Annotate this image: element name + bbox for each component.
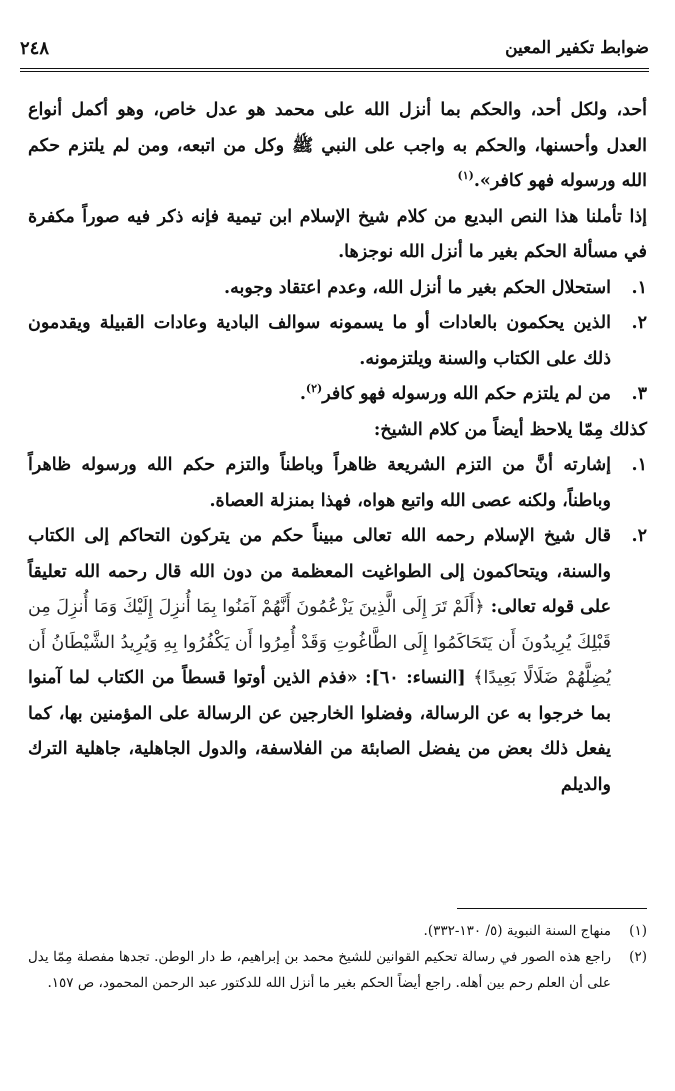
- list-item-number: ٣.: [631, 384, 647, 404]
- list-item-text: إشارته أنَّ من التزم الشريعة ظاهراً وباطناً والتزم حكم الله ورسوله ظاهراً وباطناً، ولكنه عصى الله واتبع هواه، فهذا بمنزلة العصاة.: [28, 455, 611, 511]
- footnote-number: (٢): [629, 949, 647, 965]
- list-item-number: ١.: [631, 277, 647, 298]
- list-item-text: [28, 377, 611, 413]
- list-item-number: ٢.: [631, 526, 647, 546]
- list2-item-2: [28, 519, 647, 803]
- list-item-number: ٢.: [631, 313, 647, 333]
- footnote-1: [28, 918, 647, 944]
- page-number: ٢٤٨: [20, 38, 50, 59]
- running-title: ضوابط تكفير المعين: [505, 38, 649, 58]
- running-header: [20, 38, 649, 78]
- quote-commentary: [النساء: ٦٠]: «فذم الذين أوتوا قسطاً من الكتاب لما آمنوا بما خرجوا به عن الرسالة، وفضلوا الخارجين عن الرسالة على المؤمنين بها، كما يفعل ذلك بعض من يفضل الصابئة من الفلاسفة، والدول الجاهلية، جاهلية الترك والديلم: [28, 668, 611, 795]
- list-item-3-text: من لم يلتزم حكم الله ورسوله فهو كافر: [322, 384, 611, 404]
- footnote-text: راجع هذه الصور في رسالة تحكيم القوانين للشيخ محمد بن إبراهيم، ط دار الوطن. تجدها مفصلة مِمّا يدل على أن العلم رحم بين أهله. راجع أيضاً الحكم بغير ما أنزل الله للدكتور عبد الرحمن المحمود، ص ١٥٧.: [28, 949, 611, 991]
- paragraph-2: إذا تأملنا هذا النص البديع من كلام شيخ الإسلام ابن تيمية فإنه ذكر فيه صوراً مكفرة في مسألة الحكم بغير ما أنزل الله نوجزها.: [28, 206, 647, 262]
- footnote-ref-1: (١): [457, 169, 474, 183]
- list2-item-1: [28, 448, 647, 519]
- footnote-2: [28, 944, 647, 996]
- paragraph-1: [28, 93, 647, 200]
- list-item-3: [28, 377, 647, 413]
- paragraph-1-text: أحد، ولكل أحد، والحكم بما أنزل الله على محمد هو عدل خاص، وهو أكمل أنواع العدل وأحسنها، والحكم به واجب على النبي ﷺ وكل من اتبعه، ومن لم يلتزم حكم الله ورسوله فهو كافر».: [28, 100, 647, 191]
- header-rule: [20, 68, 649, 72]
- list-item-1: [28, 271, 647, 307]
- footnote-ref-2: (٢): [305, 382, 323, 396]
- list-item-3-period: .: [299, 384, 306, 404]
- footnote-separator: [457, 908, 647, 909]
- list-item-text: [28, 519, 611, 803]
- paragraph-3: كذلك مِمّا يلاحظ أيضاً من كلام الشيخ:: [373, 419, 647, 440]
- quote-intro: قال شيخ الإسلام رحمه الله تعالى مبيناً حكم من يتركون التحاكم إلى الكتاب والسنة، ويتحاكمون إلى الطواغيت المعظمة من دون الله قال رحمه الله تعليقاً على قوله تعالى:: [28, 526, 612, 617]
- list-item-text: الذين يحكمون بالعادات أو ما يسمونه سوالف البادية وعادات القبيلة ويقدمون ذلك على الكتاب والسنة ويلتزمونه.: [28, 313, 611, 369]
- list-item-text: استحلال الحكم بغير ما أنزل الله، وعدم اعتقاد وجوبه.: [223, 277, 611, 298]
- main-text: [28, 93, 647, 803]
- list-item-2: [28, 306, 647, 377]
- footnote-text: منهاج السنة النبوية (٥/ ١٣٠-٣٣٢).: [423, 923, 611, 939]
- list-item-number: ١.: [631, 455, 647, 475]
- footnote-number: (١): [629, 923, 647, 939]
- footnotes: [28, 918, 647, 996]
- quran-verse: ﴿أَلَمْ تَرَ إِلَى الَّذِينَ يَزْعُمُونَ أَنَّهُمْ آمَنُوا بِمَا أُنزِلَ إِلَيْكَ وَمَا أُنزِلَ مِن قَبْلِكَ يُرِيدُونَ أَن يَتَحَاكَمُوا إِلَى الطَّاغُوتِ وَقَدْ أُمِرُوا أَن يَكْفُرُوا بِهِ وَيُرِيدُ الشَّيْطَانُ أَن يُضِلَّهُمْ ضَلَالًا بَعِيدًا﴾: [28, 597, 612, 688]
